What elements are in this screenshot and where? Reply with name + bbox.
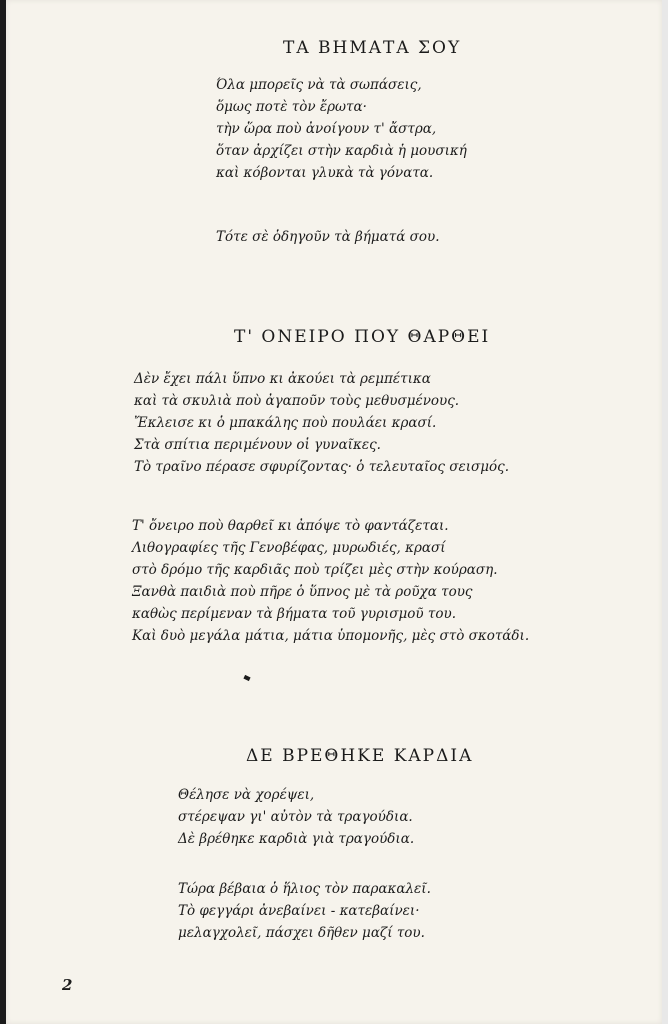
verse-line: στὸ δρόμο τῆς καρδιᾶς ποὺ τρίζει μὲς στὴν κούραση. bbox=[132, 562, 498, 578]
poem-3-stanza-1 bbox=[178, 784, 414, 850]
verse-line: ὅταν ἀρχίζει στὴν καρδιὰ ἡ μουσική bbox=[216, 143, 467, 159]
verse-line: Τώρα βέβαια ὁ ἥλιος τὸν παρακαλεῖ. bbox=[178, 881, 431, 897]
page-number: 2 bbox=[62, 976, 73, 994]
scan-edge-right bbox=[662, 0, 668, 1024]
verse-line: Όλα μπορεῖς νὰ τὰ σωπάσεις, bbox=[216, 77, 422, 93]
verse-line: Δὲν ἔχει πάλι ὕπνο κι ἀκούει τὰ ρεμπέτικα bbox=[134, 371, 431, 387]
poem-title-3: ΔΕ ΒΡΕΘΗΚΕ ΚΑΡΔΙΑ bbox=[246, 746, 474, 766]
verse-line: καὶ κόβονται γλυκὰ τὰ γόνατα. bbox=[216, 165, 434, 181]
verse-line: στέρεψαν γι' αὐτὸν τὰ τραγούδια. bbox=[178, 809, 413, 825]
poem-2-stanza-1 bbox=[134, 368, 509, 478]
verse-line: Δὲ βρέθηκε καρδιὰ γιὰ τραγούδια. bbox=[178, 831, 415, 847]
verse-line: μελαγχολεῖ, πάσχει δῆθεν μαζί του. bbox=[178, 925, 425, 941]
book-page bbox=[6, 0, 662, 1024]
verse-line: Ξανθὰ παιδιὰ ποὺ πῆρε ὁ ὕπνος μὲ τὰ ροῦχα τους bbox=[132, 584, 473, 600]
verse-line: ὅμως ποτὲ τὸν ἔρωτα· bbox=[216, 99, 367, 115]
scan-edge-left bbox=[0, 0, 6, 1024]
poem-title-1: ΤΑ ΒΗΜΑΤΑ ΣΟΥ bbox=[283, 38, 462, 58]
ink-mark bbox=[243, 675, 250, 681]
verse-line: καὶ τὰ σκυλιὰ ποὺ ἀγαποῦν τοὺς μεθυσμένους. bbox=[134, 393, 460, 409]
poem-title-2: Τ' ΟΝΕΙΡΟ ΠΟΥ ΘΑΡΘΕΙ bbox=[234, 327, 491, 347]
verse-line: Τὸ φεγγάρι ἀνεβαίνει - κατεβαίνει· bbox=[178, 903, 420, 919]
verse-line: Στὰ σπίτια περιμένουν οἱ γυναῖκες. bbox=[134, 437, 381, 453]
verse-line: Τὸ τραῖνο πέρασε σφυρίζοντας· ὁ τελευταῖος σεισμός. bbox=[134, 459, 509, 475]
verse-line: τὴν ὥρα ποὺ ἀνοίγουν τ' ἄστρα, bbox=[216, 121, 437, 137]
verse-line: Ἔκλεισε κι ὁ μπακάλης ποὺ πουλάει κρασί. bbox=[134, 415, 437, 431]
verse-line: Τ' ὄνειρο ποὺ θαρθεῖ κι ἀπόψε τὸ φαντάζεται. bbox=[132, 518, 449, 534]
poem-1-stanza-1 bbox=[216, 74, 467, 184]
verse-line: Τότε σὲ ὁδηγοῦν τὰ βήματά σου. bbox=[216, 229, 440, 245]
verse-line: Καὶ δυὸ μεγάλα μάτια, μάτια ὑπομονῆς, μὲς στὸ σκοτάδι. bbox=[132, 628, 530, 644]
verse-line: Θέλησε νὰ χορέψει, bbox=[178, 787, 315, 803]
verse-line: καθὼς περίμεναν τὰ βήματα τοῦ γυρισμοῦ του. bbox=[132, 606, 456, 622]
poem-3-stanza-2 bbox=[178, 878, 431, 944]
verse-line: Λιθογραφίες τῆς Γενοβέφας, μυρωδιές, κρασί bbox=[132, 540, 446, 556]
poem-2-stanza-2 bbox=[132, 515, 529, 647]
poem-1-stanza-2 bbox=[216, 226, 440, 248]
